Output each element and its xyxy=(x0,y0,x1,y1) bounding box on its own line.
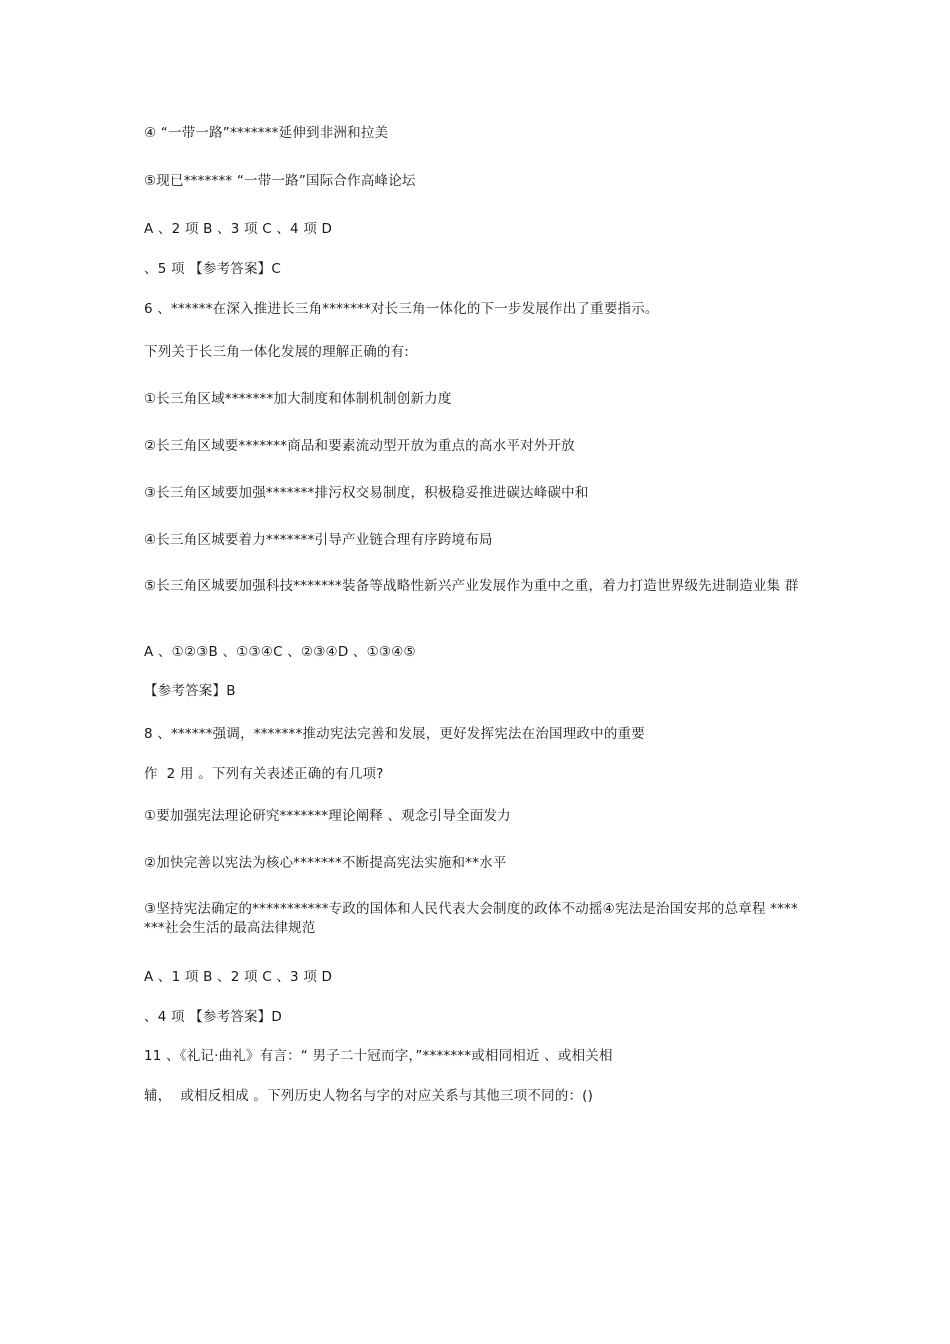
text-line: ①要加强宪法理论研究*******理论阐释 、观念引导全面发力 xyxy=(144,808,511,824)
reference-answer: 、4 项 【参考答案】D xyxy=(144,1009,282,1025)
text-line: ②长三角区域要*******商品和要素流动型开放为重点的高水平对外开放 xyxy=(144,438,575,454)
answer-options: A 、1 项 B 、2 项 C 、3 项 D xyxy=(144,969,333,985)
question-text: 下列关于长三角一体化发展的理解正确的有: xyxy=(144,344,410,360)
question-text: 11 、《礼记·曲礼》有言：“ 男子二十冠而字，”*******或相同相近 、或相关相 xyxy=(144,1048,613,1064)
question-text: 辅， 或相反相成 。下列历史人物名与字的对应关系与其他三项不同的：() xyxy=(144,1088,594,1104)
answer-options: A 、①②③B 、①③④C 、②③④D 、①③④⑤ xyxy=(144,644,416,660)
text-line: ①长三角区域*******加大制度和体制机制创新力度 xyxy=(144,391,452,407)
question-text: 8 、******强调，*******推动宪法完善和发展，更好发挥宪法在治国理政中的重要 xyxy=(144,726,645,742)
question-text: 作 2 用 。下列有关表述正确的有几项? xyxy=(144,766,384,782)
reference-answer: 【参考答案】B xyxy=(144,683,236,699)
question-text: 6 、******在深入推进长三角*******对长三角一体化的下一步发展作出了重要指示。 xyxy=(144,301,659,317)
text-line: ⑤现已******* “一带一路”国际合作高峰论坛 xyxy=(144,173,416,189)
text-line: ④ “一带一路”*******延伸到非洲和拉美 xyxy=(144,125,389,141)
answer-options: A 、2 项 B 、3 项 C 、4 项 D xyxy=(144,221,333,237)
text-line: ⑤长三角区城要加强科技*******装备等战略性新兴产业发展作为重中之重，着力打造世界级先进制造业集 群 xyxy=(144,578,799,594)
text-line: ②加快完善以宪法为核心*******不断提高宪法实施和**水平 xyxy=(144,855,507,871)
text-line: ④长三角区城要着力*******引导产业链合理有序跨境布局 xyxy=(144,532,493,548)
text-line: ③坚持宪法确定的***********专政的国体和人民代表大会制度的政体不动摇④宪法是治国安邦的总章程 *******社会生活的最高法律规范 xyxy=(144,901,798,936)
reference-answer: 、5 项 【参考答案】C xyxy=(144,261,281,277)
text-line: ③长三角区域要加强*******排污权交易制度，积极稳妥推进碳达峰碳中和 xyxy=(144,485,589,501)
